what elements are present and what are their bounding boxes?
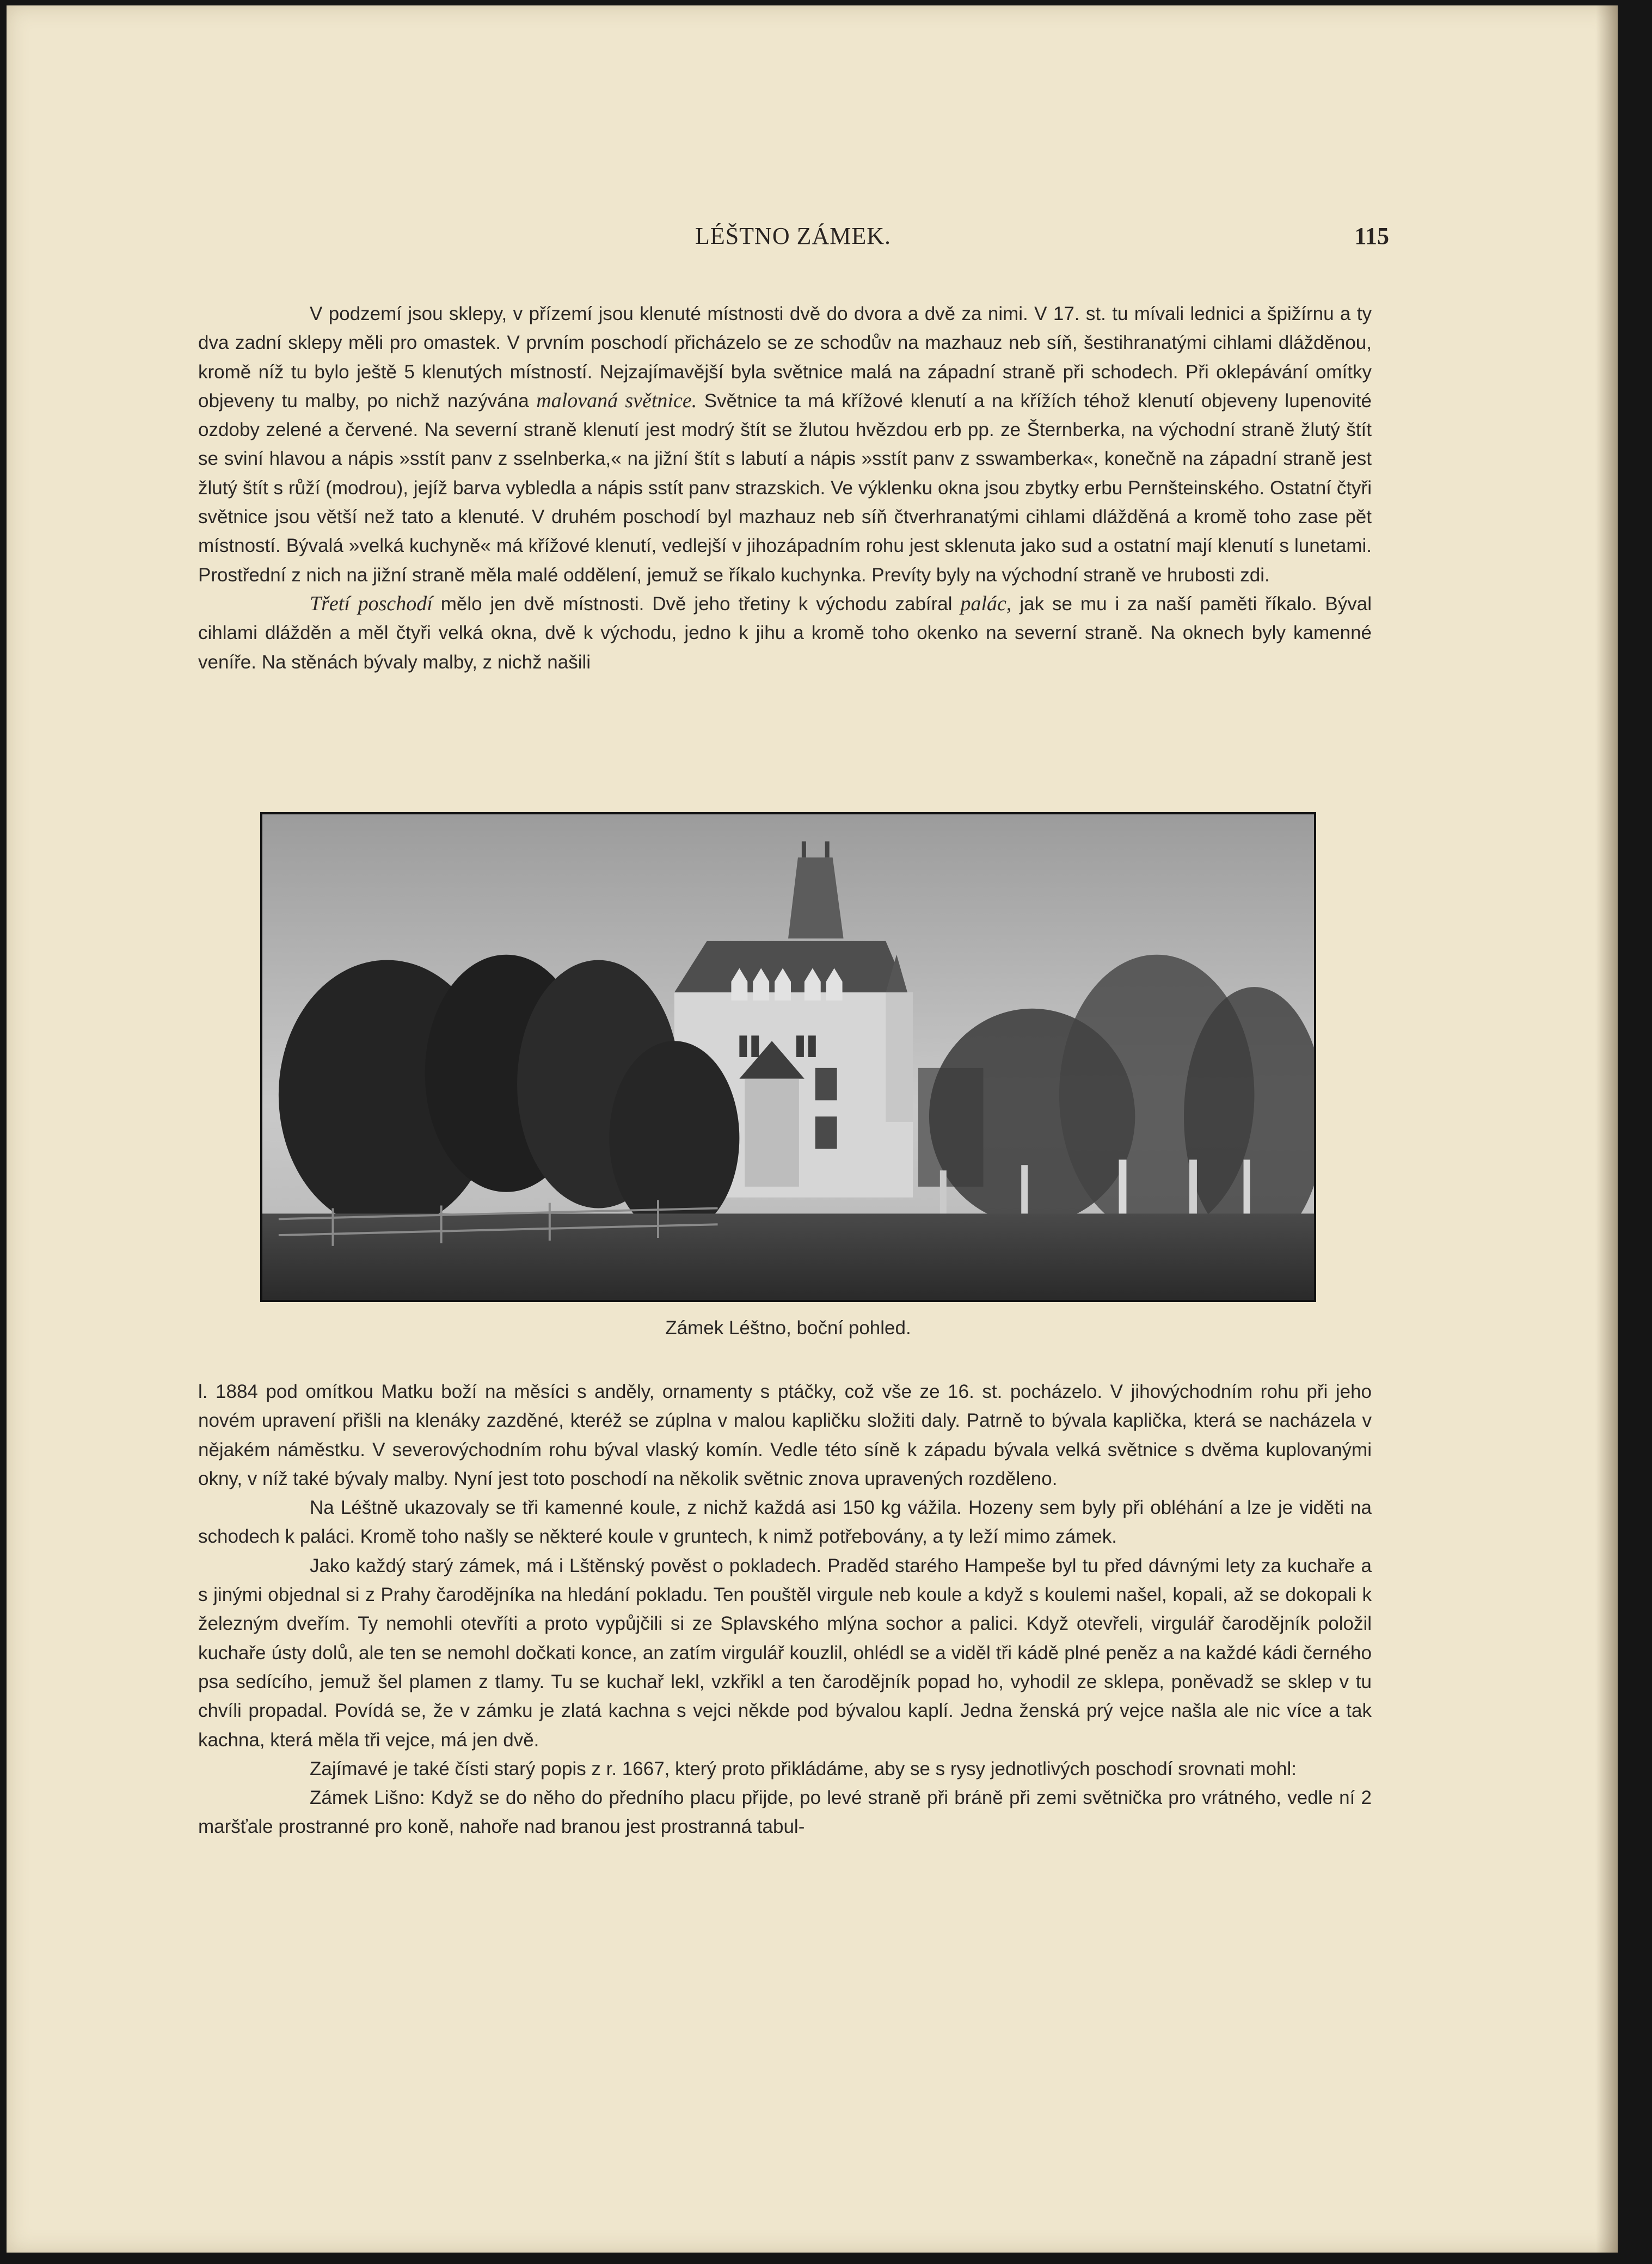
running-head <box>197 222 1389 255</box>
page-number: 115 <box>1354 223 1389 249</box>
paragraph <box>198 590 1372 677</box>
emphasis-text: malovaná světnice. <box>536 389 697 412</box>
paragraph-text: jak se mu i za naší paměti říkalo. Býval cihlami dlážděn a měl čtyři velká okna, dvě k východu, jedno k jihu a kromě toho okenko na severní straně. Na oknech byly kamenné veníře. Na stěnách bývaly malby, z nichž našili <box>198 593 1372 673</box>
text-block-bottom <box>198 1377 1372 1842</box>
paragraph <box>198 299 1372 590</box>
paragraph: Zajímavé je také čísti starý popis z r. 1667, který proto přikládáme, aby se s rysy jednotlivých poschodí srovnati mohl: <box>310 1758 1297 1780</box>
paragraph: Zámek Lišno: Když se do něho do předního placu přijde, po levé straně při bráně při zemi světnička pro vrátného, vedle ní 2 maršťale prostranné pro koně, nahoře nad branou jest prostranná tabul- <box>198 1787 1372 1838</box>
paragraph-text: V podzemí jsou sklepy, v přízemí jsou klenuté místnosti dvě do dvora a dvě za nimi. V 17. st. tu mívali lednici a špižírnu a ty dva zadní sklepy měli pro omastek. V prvním poschodí přicházelo se ze schodův na mazhauz neb síň, šestihranatými cihlami dlážděnou, kromě níž tu bylo ještě 5 klenutých místností. Nejzajímavější byla světnice malá na západní straně při schodech. Při oklepávání omítky objeveny tu malby, po nichž nazývána <box>198 303 1372 412</box>
paragraph-text: mělo jen dvě místnosti. Dvě jeho třetiny k východu zabíral <box>440 593 953 615</box>
castle-photograph <box>260 812 1316 1302</box>
running-title: LÉŠTNO ZÁMEK. <box>695 223 892 249</box>
paragraph-text: Světnice ta má křížové klenutí a na křížích téhož klenutí objeveny lupenovité ozdoby zelené a červené. Na severní straně klenutí jest modrý štít se žlutou hvězdou erb pp. ze Šternberka, na východní straně žlutý štít se sviní hlavou a nápis »sstít panv z sselnberka,« na jižní štít s labutí a nápis »sstít panv z sswamberka«, konečně na západní straně jest žlutý štít s růží (modrou), jejíž barva vybledla a nápis sstít panv strazskich. Ve výklenku okna jsou zbytky erbu Pernšteinského. Ostatní čtyři světnice jsou větší než tato a klenuté. V druhém poschodí byl mazhauz neb síň čtverhranatými cihlami dlážděná a kromě toho zase pět místností. Bývalá »velká kuchyně« má křížové klenutí, vedlejší v jihozápadním rohu jest sklenuta jako sud a ostatní mají klenutí s lunetami. Prostřední z nich na jižní straně měla malé oddělení, jemuž se říkalo kuchynka. Prevíty byly na východní straně ve hrubosti zdi. <box>198 390 1372 586</box>
paragraph: Na Léštně ukazovaly se tři kamenné koule, z nichž každá asi 150 kg vážila. Hozeny sem byly při obléhání a lze je viděti na schodech k paláci. Kromě toho našly se některé koule v gruntech, k nimž potřebovány, a ty leží mimo zámek. <box>198 1497 1372 1548</box>
castle-photo-drawing <box>262 814 1314 1300</box>
text-block-top <box>198 299 1372 677</box>
emphasis-text: palác, <box>960 592 1012 615</box>
emphasis-text: Třetí poschodí <box>310 592 433 615</box>
book-page <box>7 5 1618 2253</box>
page-edge-shadow <box>1596 5 1618 2253</box>
meadow <box>262 1213 1314 1300</box>
paragraph: l. 1884 pod omítkou Matku boží na měsíci s anděly, ornamenty s ptáčky, což vše ze 16. st. pocházelo. V jihovýchodním rohu při jeho novém upravení přišli na klenáky zazděné, kteréž se zúplna v malou kapličku složiti daly. Patrně to bývala kaplička, která se nacházela v nějakém náměstku. V severovýchodním rohu býval vlaský komín. Vedle této síně k západu bývala velká světnice s dvěma kuplovanými okny, v níž také bývaly malby. Nyní jest toto poschodí na několik světnic znova upravených rozděleno. <box>198 1381 1372 1489</box>
paragraph: Jako každý starý zámek, má i Lštěnský pověst o pokladech. Praděd starého Hampeše byl tu před dávnými lety za kuchaře a s jinými objednal si z Prahy čarodějníka na hledání pokladu. Ten pouštěl virgule neb koule a když s koulemi našel, kopali, až se dokopali k železným dveřím. Ty nemohli otevříti a proto vypůjčili si ze Splavského mlýna sochor a palici. Když otevřeli, virgulář čarodějník položil kuchaře ústy dolů, ale ten se nemohl dočkati konce, an zatím virgulář kouzlil, ohlédl se a viděl tři kádě plné peněz a na každé kádi černého psa sedícího, jemuž šel plamen z tlamy. Tu se kuchař lekl, vzkřikl a ten čarodějník popad ho, vyhodil ze sklepa, poněvadž se sklep v tu chvíli propadal. Povídá se, že v zámku je zlatá kachna s vejci někde pod bývalou kaplí. Jedna ženská prý vejce našla ale nic více a tak kachna, která měla tři vejce, má jen dvě. <box>198 1555 1372 1751</box>
figure-caption: Zámek Léštno, boční pohled. <box>665 1317 911 1339</box>
